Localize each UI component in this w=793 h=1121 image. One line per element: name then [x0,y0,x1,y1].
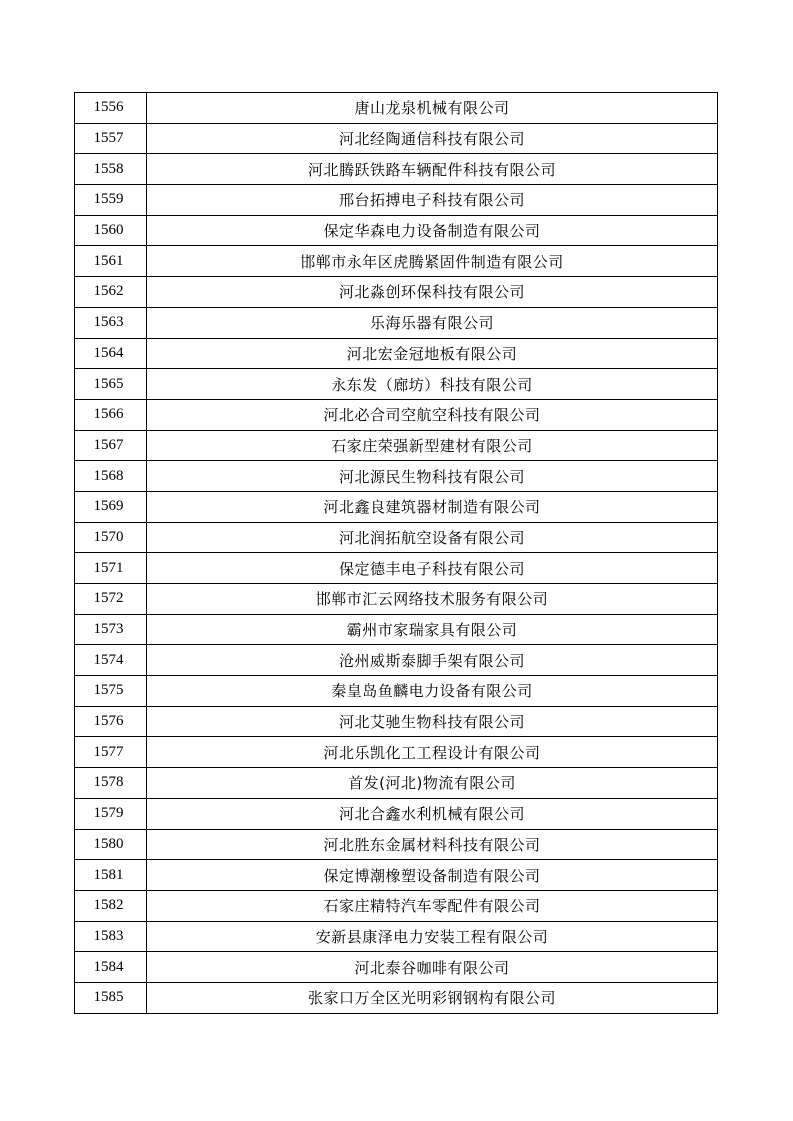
row-number-cell: 1584 [75,952,147,983]
row-number-cell: 1571 [75,553,147,584]
company-name-cell: 河北必合司空航空科技有限公司 [147,399,718,430]
company-name-cell: 安新县康泽电力安装工程有限公司 [147,921,718,952]
row-number-cell: 1573 [75,614,147,645]
company-name-cell: 保定德丰电子科技有限公司 [147,553,718,584]
table-row [75,645,718,676]
table-row [75,246,718,277]
company-name-cell: 河北腾跃铁路车辆配件科技有限公司 [147,154,718,185]
row-number-cell: 1558 [75,154,147,185]
table-row [75,430,718,461]
company-name-cell: 河北润拓航空设备有限公司 [147,522,718,553]
row-number-cell: 1566 [75,399,147,430]
table-row [75,829,718,860]
row-number-cell: 1583 [75,921,147,952]
company-name-cell: 河北淼创环保科技有限公司 [147,277,718,308]
table-row [75,277,718,308]
row-number-cell: 1575 [75,676,147,707]
row-number-cell: 1568 [75,461,147,492]
table-row [75,768,718,799]
row-number-cell: 1570 [75,522,147,553]
table-row [75,553,718,584]
row-number-cell: 1581 [75,860,147,891]
row-number-cell: 1585 [75,982,147,1013]
company-name-cell: 永东发（廊坊）科技有限公司 [147,369,718,400]
row-number-cell: 1569 [75,491,147,522]
company-name-cell: 河北源民生物科技有限公司 [147,461,718,492]
company-name-cell: 保定华森电力设备制造有限公司 [147,215,718,246]
table-row [75,982,718,1013]
company-name-cell: 石家庄荣强新型建材有限公司 [147,430,718,461]
company-name-cell: 河北经陶通信科技有限公司 [147,123,718,154]
company-name-cell: 乐海乐器有限公司 [147,307,718,338]
table-row [75,522,718,553]
table-row [75,614,718,645]
table-row [75,185,718,216]
company-name-cell: 邢台拓搏电子科技有限公司 [147,185,718,216]
row-number-cell: 1576 [75,706,147,737]
row-number-cell: 1577 [75,737,147,768]
company-list-body [75,93,718,1014]
table-row [75,584,718,615]
row-number-cell: 1565 [75,369,147,400]
table-row [75,123,718,154]
company-name-cell: 沧州威斯泰脚手架有限公司 [147,645,718,676]
company-name-cell: 邯郸市汇云网络技术服务有限公司 [147,584,718,615]
row-number-cell: 1562 [75,277,147,308]
row-number-cell: 1561 [75,246,147,277]
row-number-cell: 1572 [75,584,147,615]
table-row [75,338,718,369]
table-row [75,706,718,737]
company-name-cell: 张家口万全区光明彩钢钢构有限公司 [147,982,718,1013]
table-row [75,737,718,768]
row-number-cell: 1580 [75,829,147,860]
company-name-cell: 河北宏金冠地板有限公司 [147,338,718,369]
company-name-cell: 霸州市家瑞家具有限公司 [147,614,718,645]
company-name-cell: 邯郸市永年区虎腾紧固件制造有限公司 [147,246,718,277]
table-row [75,307,718,338]
row-number-cell: 1564 [75,338,147,369]
company-name-cell: 河北胜东金属材料科技有限公司 [147,829,718,860]
table-row [75,93,718,124]
row-number-cell: 1563 [75,307,147,338]
company-name-cell: 河北乐凯化工工程设计有限公司 [147,737,718,768]
table-row [75,369,718,400]
row-number-cell: 1567 [75,430,147,461]
table-row [75,491,718,522]
company-name-cell: 河北合鑫水利机械有限公司 [147,798,718,829]
table-row [75,676,718,707]
company-name-cell: 河北鑫良建筑器材制造有限公司 [147,491,718,522]
table-row [75,890,718,921]
company-name-cell: 河北泰谷咖啡有限公司 [147,952,718,983]
row-number-cell: 1582 [75,890,147,921]
table-row [75,399,718,430]
company-name-cell: 秦皇岛鱼麟电力设备有限公司 [147,676,718,707]
company-name-cell: 唐山龙泉机械有限公司 [147,93,718,124]
company-name-cell: 保定博潮橡塑设备制造有限公司 [147,860,718,891]
table-row [75,921,718,952]
table-row [75,952,718,983]
company-name-cell: 河北艾驰生物科技有限公司 [147,706,718,737]
row-number-cell: 1579 [75,798,147,829]
table-row [75,798,718,829]
company-name-cell: 首发(河北)物流有限公司 [147,768,718,799]
row-number-cell: 1556 [75,93,147,124]
table-row [75,215,718,246]
row-number-cell: 1559 [75,185,147,216]
company-name-cell: 石家庄精特汽车零配件有限公司 [147,890,718,921]
table-row [75,154,718,185]
row-number-cell: 1578 [75,768,147,799]
row-number-cell: 1574 [75,645,147,676]
company-list-table [74,92,718,1014]
table-row [75,860,718,891]
row-number-cell: 1557 [75,123,147,154]
row-number-cell: 1560 [75,215,147,246]
table-row [75,461,718,492]
